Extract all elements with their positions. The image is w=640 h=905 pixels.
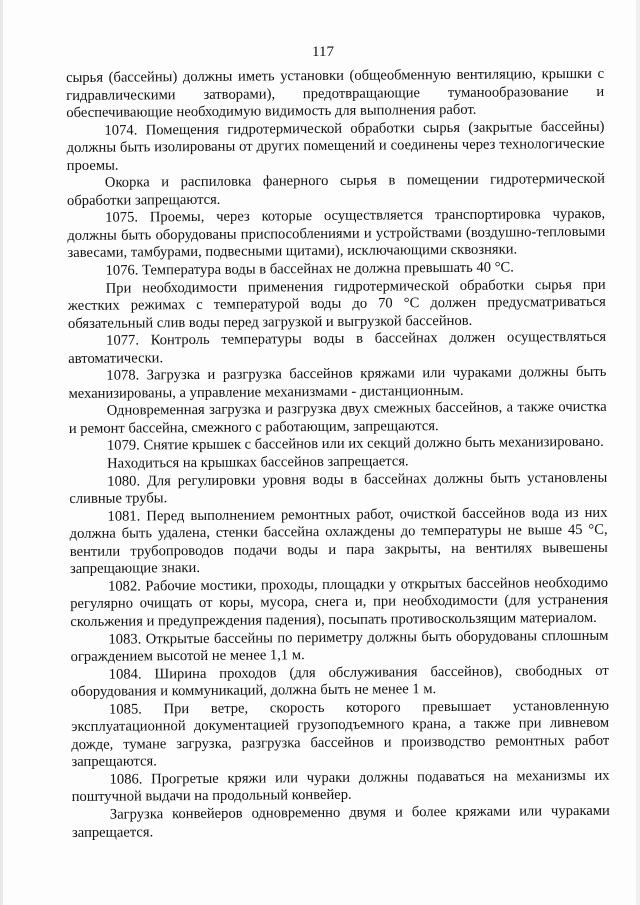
paragraph: сырья (бассейны) должны иметь установки (общеобменную вентиляцию, крышки с гидравлическими затворами), предотвращающие туманообразование и обеспечивающие необходимую видимость для выполнения работ. [66, 65, 605, 122]
paragraph: Загрузка конвейеров одновременно двумя и более кряжами или чураками запрещается. [71, 802, 610, 841]
paragraph: 1085. При ветре, скорость которого превышает установленную эксплуатационной документацией грузоподъемного крана, а также при ливневом дожде, тумане загрузка, разгрузка бассейнов и производство ремонтных работ запрещаются. [71, 697, 610, 771]
paragraph: 1078. Загрузка и разгрузка бассейнов кряжами или чураками должны быть механизированы, а управление механизмами - дистанционным. [68, 364, 607, 402]
page-number: 117 [312, 44, 334, 60]
paragraph: 1074. Помещения гидротермической обработки сырья (закрытые бассейны) должны быть изолированы от других помещений и соединены через технологические проемы. [66, 118, 605, 174]
paragraph: 1079. Снятие крышек с бассейнов или их секций должно быть механизировано. [106, 434, 604, 455]
page-edge [636, 0, 640, 905]
paragraph: 1082. Рабочие мостики, проходы, площадки у открытых бассейнов необходимо регулярно очищать от коры, мусора, снега и, при необходимости (для устранения скольжения и предупреждения падения), посыпать противоскользящим материалом. [70, 574, 609, 630]
paragraph: Одновременная загрузка и разгрузка двух смежных бассейнов, а также очистка и ремонт бассейна, смежного с работающим, запрещаются. [68, 399, 607, 437]
paragraph: 1080. Для регулировки уровня воды в бассейнах должны быть установлены сливные трубы. [69, 469, 608, 508]
paragraph: Окорка и распиловка фанерного сырья в помещении гидротермической обработки запрещаются. [66, 171, 605, 209]
document-body [66, 66, 610, 842]
paragraph: 1084. Ширина проходов (для обслуживания бассейнов), свободных от оборудования и коммуникаций, должна быть не менее 1 м. [70, 662, 609, 701]
paragraph: 1081. Перед выполнением ремонтных работ, очисткой бассейнов вода из них должна быть удалена, стенки бассейна охлаждены до температуры не выше 45 °С, вентили трубопроводов подачи воды и пара закрыты, на вентилях вывешены запрещающие знаки. [69, 504, 608, 578]
paragraph: При необходимости применения гидротермической обработки сырья при жестких режимах с температурой воды до 70 °С должен предусматриваться обязательный слив воды перед загрузкой и выгрузкой бассейнов. [67, 276, 606, 332]
paragraph: 1083. Открытые бассейны по периметру должны быть оборудованы сплошным ограждением высотой не менее 1,1 м. [70, 627, 609, 666]
paragraph: Находиться на крышках бассейнов запрещается. [107, 453, 409, 472]
paragraph: 1075. Проемы, через которые осуществляется транспортировка чураков, должны быть оборудованы приспособлениями и устройствами (воздушно-тепловыми завесами, тамбурами, подвесными щитами), исключающими сквозняки. [67, 206, 606, 262]
paragraph: 1077. Контроль температуры воды в бассейнах должен осуществляться автоматически. [68, 328, 607, 367]
paragraph: 1076. Температура воды в бассейнах не должна превышать 40 °С. [105, 259, 514, 279]
paragraph: 1086. Прогретые кряжи или чураки должны подаваться на механизмы их поштучной выдачи на продольный конвейер. [71, 767, 610, 806]
